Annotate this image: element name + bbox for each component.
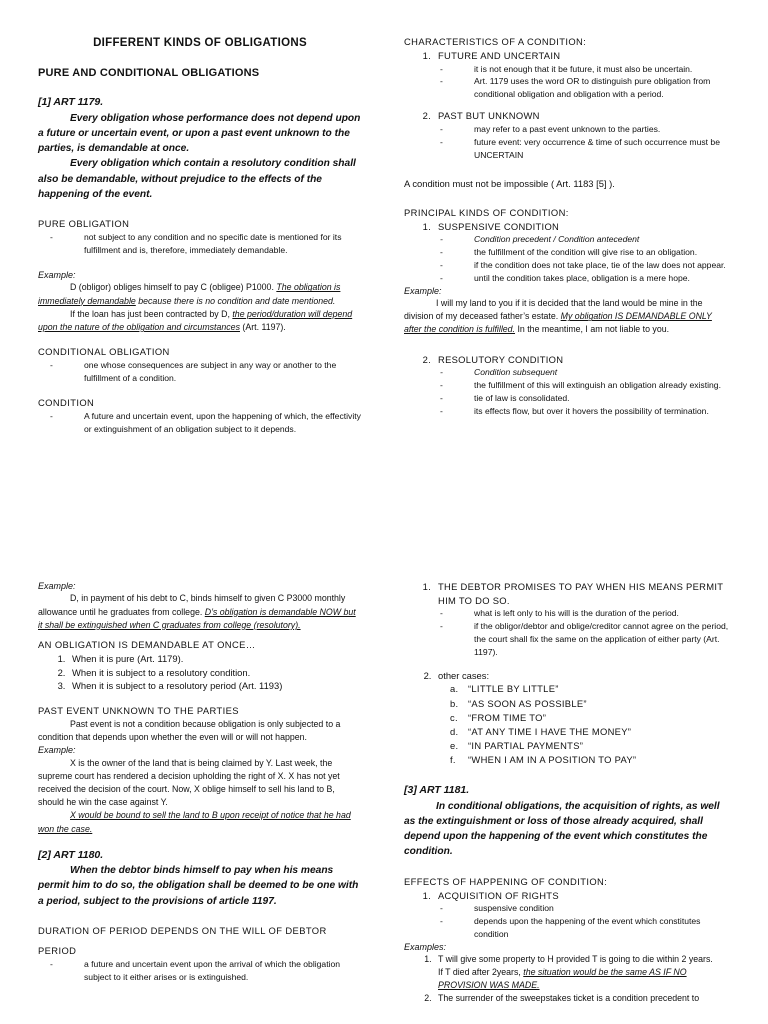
example-paragraph: D, in payment of his debt to C, binds himself to given C P3000 monthly allowance until he graduates from college. D’s obligation is demandable NOW but it shall be extinguished when C graduates from college (resolutory). <box>38 593 356 630</box>
list-item: - Condition precedent / Condition antecedent <box>464 233 730 246</box>
effects-list <box>404 889 730 941</box>
list-item: 2. When it is subject to a resolutory condition. <box>68 666 362 680</box>
list-item: 1. When it is pure (Art. 1179). <box>68 652 362 666</box>
example-paragraph: If the loan has just been contracted by D, the period/duration will depend upon the nature of the obligation and circumstances (Art. 1197). <box>38 308 353 333</box>
article-1180-heading: [2] ART 1180. <box>38 848 104 861</box>
effects-heading: EFFECTS OF HAPPENING OF CONDITION: <box>404 875 608 887</box>
case-item: f. “WHEN I AM IN A POSITION TO PAY” <box>450 753 637 765</box>
demandable-heading: AN OBLIGATION IS DEMANDABLE AT ONCE… <box>38 638 256 650</box>
list-item: - Art. 1179 uses the word OR to distinguish pure obligation from conditional obligation and obligation with a period. <box>464 75 730 101</box>
conditional-obligation-list <box>38 359 362 385</box>
example-paragraph: I will my land to you if it is decided that the land would be mine in the division of my deceased father’s estate. My obligation IS DEMANDABLE ONLY after the condition is fulfilled. In the meantime, I am not liable to you. <box>404 298 712 335</box>
case-item: c. “FROM TIME TO” <box>450 711 547 723</box>
list-item: - A future and uncertain event, upon the happening of which, the effectivity or extinguishment of an obligation subject to it depends. <box>74 410 362 436</box>
left-column-bottom <box>38 580 362 984</box>
example-label: Example: <box>38 745 76 756</box>
example-paragraph: D (obligor) obliges himself to pay C (obligee) P1000. The obligation is immediately demandable because there is no condition and date mentioned. <box>38 282 341 306</box>
list-item: - future event: very occurrence & time of such occurrence must be UNCERTAIN <box>464 136 730 162</box>
case-item: a. “LITTLE BY LITTLE” <box>450 683 559 695</box>
list-item: 3. When it is subject to a resolutory period (Art. 1193) <box>68 679 362 693</box>
impossible-condition-note: A condition must not be impossible ( Art. 1183 [5] ). <box>404 177 615 189</box>
case-item: b. “AS SOON AS POSSIBLE” <box>450 697 587 709</box>
example-label: Example: <box>38 270 76 281</box>
section-title: PURE AND CONDITIONAL OBLIGATIONS <box>38 66 260 79</box>
article-1180-paragraph: When the debtor binds himself to pay when his means permit him to do so, the obligation shall be deemed to be one with a period, subject to the provisions of article 1197. <box>38 865 359 907</box>
list-item: - until the condition takes place, obligation is a mere hope. <box>464 272 730 285</box>
list-item: - may refer to a past event unknown to the parties. <box>464 123 730 136</box>
principal-kinds-list <box>404 220 730 285</box>
principal-kinds-list-continued <box>404 353 730 418</box>
pure-obligation-heading: PURE OBLIGATION <box>38 218 130 230</box>
document-title: DIFFERENT KINDS OF OBLIGATIONS <box>93 37 307 49</box>
left-column-top <box>38 36 362 436</box>
list-item: - not subject to any condition and no specific date is mentioned for its fulfillment and is, therefore, immediately demandable. <box>74 231 362 257</box>
list-item: - its effects flow, but over it hovers the possibility of termination. <box>464 405 730 418</box>
list-item: 1. THE DEBTOR PROMISES TO PAY WHEN HIS MEANS PERMIT HIM TO DO SO. - what is left only to his will is the duration of the period. - if the obligor/debtor and oblige/creditor cannot agree on the period, the court shall fix the same on the application of either party (Art. 1197). <box>434 580 730 659</box>
condition-heading: CONDITION <box>38 396 95 408</box>
article-1179-paragraph-2: Every obligation which contain a resolutory condition shall also be demandable, without prejudice to the effects of the happening of the event. <box>38 158 356 200</box>
other-cases-list <box>404 682 730 767</box>
characteristics-heading: CHARACTERISTICS OF A CONDITION: <box>404 36 587 47</box>
list-item: 1. ACQUISITION OF RIGHTS - suspensive condition - depends upon the happening of the event which constitutes condition <box>434 889 730 941</box>
case-item: d. “AT ANY TIME I HAVE THE MONEY” <box>450 725 632 737</box>
list-item: - suspensive condition <box>464 902 730 915</box>
list-item: - the fulfillment of this will extinguish an obligation already existing. <box>464 379 730 392</box>
example-paragraph: X is the owner of the land that is being claimed by Y. Last week, the supreme court has rendered a decision upholding the right of X. X has not yet received the decision of the court. Now, X oblige himself to sell his land to B, should he win the case against Y. <box>38 757 340 808</box>
period-list <box>38 958 362 984</box>
list-item: 1. SUSPENSIVE CONDITION - Condition precedent / Condition antecedent - the fulfillment of the condition will give rise to an obligation. - if the condition does not take place, tie of the law does not appear. - until the condition takes place, obligation is a mere hope. <box>434 220 730 285</box>
list-item: - depends upon the happening of the event which constitutes condition <box>464 915 730 941</box>
list-item: 2. RESOLUTORY CONDITION - Condition subsequent - the fulfillment of this will extinguish an obligation already existing. - tie of law is consolidated. - its effects flow, but over it hovers the possibility of termination. <box>434 353 730 418</box>
example-label: Example: <box>38 581 76 591</box>
right-column-top <box>404 36 730 418</box>
example-paragraph: X would be bound to sell the land to B upon receipt of notice that he had won the case. <box>38 810 351 834</box>
principal-kinds-heading: PRINCIPAL KINDS OF CONDITION: <box>404 206 569 218</box>
list-item: 1. T will give some property to H provided T is going to die within 2 years. If T died after 2years, the situation would be the same AS IF NO PROVISION WAS MADE. <box>434 953 730 991</box>
examples-list <box>404 953 730 1004</box>
list-item: - if the condition does not take place, tie of the law does not appear. <box>464 259 730 272</box>
article-1179-paragraph-1: Every obligation whose performance does not depend upon a future or uncertain event, or upon a past event unknown to the parties, is demandable at once. <box>38 112 361 155</box>
examples-label: Examples: <box>404 942 447 953</box>
list-item: - one whose consequences are subject in any way or another to the fulfillment of a condition. <box>74 359 362 385</box>
condition-list <box>38 410 362 436</box>
conditional-obligation-heading: CONDITIONAL OBLIGATION <box>38 346 170 358</box>
right-column-bottom <box>404 580 730 1004</box>
list-item: - if the obligor/debtor and oblige/creditor cannot agree on the period, the court shall fix the same on the application of either party (Art. 1197). <box>464 620 730 659</box>
article-1179-heading: [1] ART 1179. <box>38 96 104 109</box>
period-heading: PERIOD <box>38 945 77 957</box>
example-label: Example: <box>404 285 442 296</box>
past-event-heading: PAST EVENT UNKNOWN TO THE PARTIES <box>38 704 239 716</box>
list-item: 2. PAST BUT UNKNOWN - may refer to a past event unknown to the parties. - future event: very occurrence & time of such occurrence must be UNCERTAIN <box>434 109 730 161</box>
article-1181-paragraph: In conditional obligations, the acquisition of rights, as well as the extinguishment or loss of those already acquired, shall depend upon the happening of the event which constitutes the condition. <box>404 800 720 858</box>
list-item: - Condition subsequent <box>464 366 730 379</box>
list-item: - tie of law is consolidated. <box>464 392 730 405</box>
list-item: - a future and uncertain event upon the arrival of which the obligation subject to it either arises or is extinguished. <box>74 958 362 984</box>
list-item: 2. other cases: <box>434 669 730 683</box>
list-item: 1. FUTURE AND UNCERTAIN - it is not enough that it be future, it must also be uncertain. - Art. 1179 uses the word OR to distinguish pure obligation from conditional obligation and obligation with a period. <box>434 49 730 101</box>
characteristics-list <box>404 49 730 162</box>
duration-heading: DURATION OF PERIOD DEPENDS ON THE WILL OF DEBTOR <box>38 925 327 937</box>
past-event-paragraph: Past event is not a condition because obligation is only subjected to a condition that depends upon whether the even will or will not happen. <box>38 718 341 742</box>
list-item: 2. The surrender of the sweepstakes ticket is a condition precedent to <box>434 992 730 1005</box>
list-item: - what is left only to his will is the duration of the period. <box>464 607 730 620</box>
demandable-list <box>38 652 362 693</box>
case-item: e. “IN PARTIAL PAYMENTS” <box>450 739 584 751</box>
list-item: - the fulfillment of the condition will give rise to an obligation. <box>464 246 730 259</box>
article-1181-heading: [3] ART 1181. <box>404 784 470 797</box>
pure-obligation-list <box>38 231 362 257</box>
promise-list <box>404 580 730 682</box>
list-item: - it is not enough that it be future, it must also be uncertain. <box>464 63 730 76</box>
